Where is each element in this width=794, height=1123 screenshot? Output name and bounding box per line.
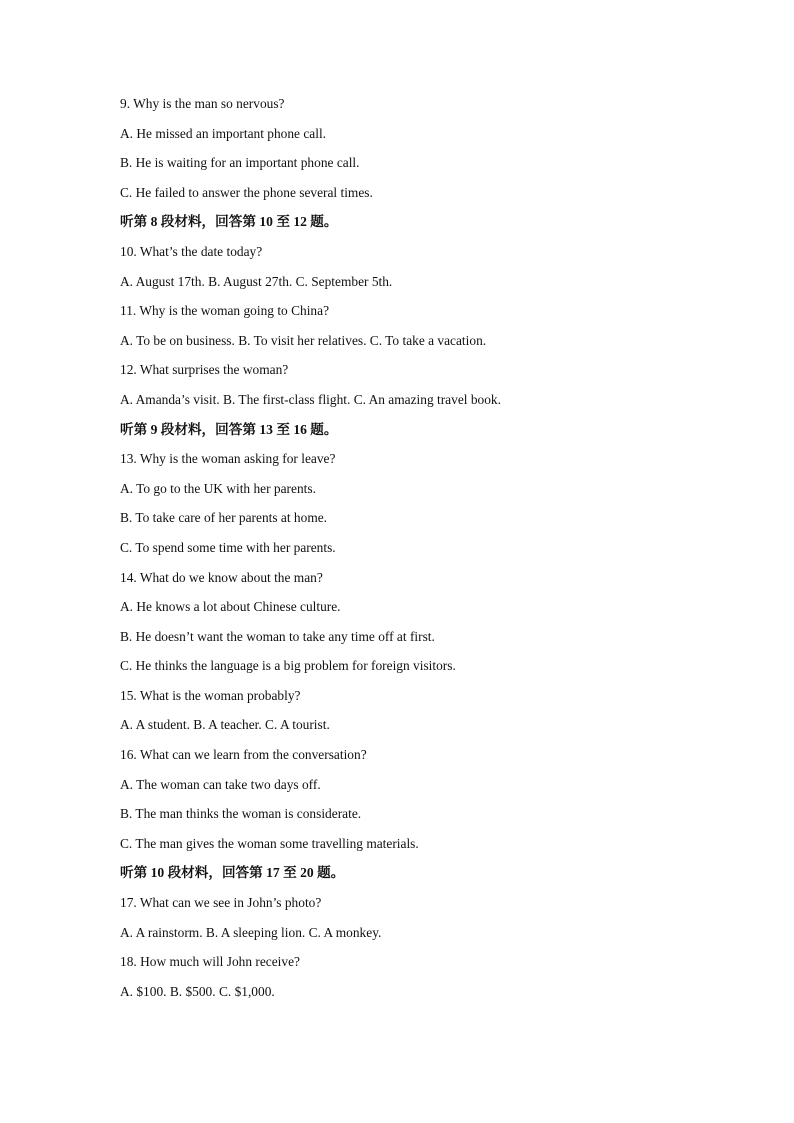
text-line: A. He knows a lot about Chinese culture. <box>120 599 341 615</box>
text-line: 10. What’s the date today? <box>120 243 263 259</box>
text-line: 11. Why is the woman going to China? <box>120 303 330 319</box>
text-line: A. To go to the UK with her parents. <box>120 480 316 496</box>
text-line: A. A student. B. A teacher. C. A tourist. <box>120 717 330 733</box>
text-line: B. He doesn’t want the woman to take any time off at first. <box>120 628 435 644</box>
text-line: 14. What do we know about the man? <box>120 569 323 585</box>
text-line: 18. How much will John receive? <box>120 954 300 970</box>
text-line: A. The woman can take two days off. <box>120 776 321 792</box>
text-line: 13. Why is the woman asking for leave? <box>120 451 336 467</box>
text-line: A. A rainstorm. B. A sleeping lion. C. A monkey. <box>120 924 382 940</box>
text-line: 12. What surprises the woman? <box>120 362 289 378</box>
text-line: 17. What can we see in John’s photo? <box>120 895 322 911</box>
text-line: A. August 17th. B. August 27th. C. September 5th. <box>120 273 393 289</box>
text-line: C. He thinks the language is a big problem for foreign visitors. <box>120 658 456 674</box>
section-heading: 听第 10 段材料，回答第 17 至 20 题。 <box>120 865 345 881</box>
text-line: B. He is waiting for an important phone call. <box>120 155 360 171</box>
text-line: A. He missed an important phone call. <box>120 125 327 141</box>
text-line: 9. Why is the man so nervous? <box>120 96 285 111</box>
section-heading: 听第 8 段材料，回答第 10 至 12 题。 <box>120 214 338 230</box>
section-heading: 听第 9 段材料，回答第 13 至 16 题。 <box>120 421 338 437</box>
text-line: C. He failed to answer the phone several times. <box>120 184 373 200</box>
text-line: 15. What is the woman probably? <box>120 687 301 703</box>
text-line: C. To spend some time with her parents. <box>120 539 336 555</box>
document-content <box>120 93 720 1010</box>
text-line: B. To take care of her parents at home. <box>120 510 328 526</box>
text-line: B. The man thinks the woman is considerate. <box>120 806 362 822</box>
text-line: C. The man gives the woman some travelling materials. <box>120 835 419 851</box>
text-line: A. $100. B. $500. C. $1,000. <box>120 983 275 999</box>
text-line: A. To be on business. B. To visit her relatives. C. To take a vacation. <box>120 332 487 348</box>
text-line: A. Amanda’s visit. B. The first-class flight. C. An amazing travel book. <box>120 391 501 407</box>
text-line: 16. What can we learn from the conversation? <box>120 747 367 763</box>
